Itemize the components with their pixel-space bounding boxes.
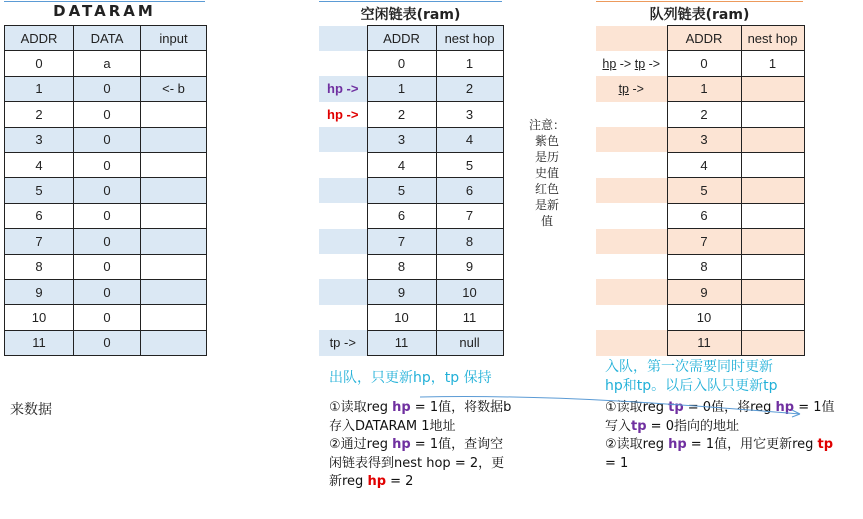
dataram-cell: 1: [5, 76, 74, 101]
free-list-header-cell: ADDR: [367, 26, 436, 51]
free-list-row: [319, 254, 503, 279]
free-list-pointer-cell: [319, 152, 367, 177]
dataram-row: [5, 330, 207, 355]
color-legend-note: [522, 117, 572, 229]
free-list-pointer-cell: [319, 254, 367, 279]
dataram-cell: 0: [5, 51, 74, 76]
dataram-cell: <- b: [141, 76, 207, 101]
dataram-cell: 0: [74, 305, 141, 330]
free-list-cell: 7: [436, 203, 503, 228]
dataram-cell: a: [74, 51, 141, 76]
free-list-cell: 1: [367, 76, 436, 101]
dataram-cell: [141, 229, 207, 254]
dataram-cell: 2: [5, 102, 74, 127]
free-list-row: [319, 279, 503, 304]
queue-list-header-cell: ADDR: [667, 26, 741, 51]
free-list-table: [319, 25, 504, 356]
queue-arrow: ->: [616, 56, 635, 71]
queue-list-cell: 5: [667, 178, 741, 203]
queue-list-pointer-cell: [596, 51, 667, 76]
note-line: 是历: [534, 150, 559, 164]
free-list-pointer-cell: [319, 127, 367, 152]
dataram-cell: 6: [5, 203, 74, 228]
dataram-cell: [141, 254, 207, 279]
queue-list-cell: 0: [667, 51, 741, 76]
dataram-row: [5, 305, 207, 330]
queue-list-top-rule: [596, 1, 803, 2]
queue-list-cell: [741, 203, 804, 228]
dataram-cell: 0: [74, 76, 141, 101]
free-list-pointer-cell: [319, 305, 367, 330]
free-list-row: [319, 330, 503, 355]
free-list-pointer-cell: [319, 51, 367, 76]
free-list-cell: 4: [436, 127, 503, 152]
free-list-row: [319, 305, 503, 330]
queue-list-cell: [741, 102, 804, 127]
queue-list-table: [596, 25, 805, 356]
queue-list-cell: [741, 76, 804, 101]
free-list-cell: 2: [367, 102, 436, 127]
dataram-row: [5, 279, 207, 304]
queue-tp-pointer: tp: [634, 56, 646, 71]
free-list-cell: 5: [436, 152, 503, 177]
queue-list-cell: [741, 127, 804, 152]
queue-list-cell: 1: [741, 51, 804, 76]
free-list-cell: 1: [436, 51, 503, 76]
dataram-cell: [141, 305, 207, 330]
dataram-cell: 7: [5, 229, 74, 254]
free-list-body: [319, 26, 503, 356]
dataram-cell: 0: [74, 178, 141, 203]
free-list-cell: 0: [367, 51, 436, 76]
tp-pointer: tp ->: [329, 335, 356, 351]
queue-list-cell: [741, 279, 804, 304]
queue-list-row: [596, 127, 804, 152]
dataram-cell: [141, 51, 207, 76]
free-list-cell: 8: [436, 229, 503, 254]
dataram-cell: 0: [74, 330, 141, 355]
queue-list-cell: 11: [667, 330, 741, 355]
note-line: 是新: [534, 198, 559, 212]
queue-list-cell: [741, 229, 804, 254]
dataram-cell: 10: [5, 305, 74, 330]
dataram-row: [5, 51, 207, 76]
queue-list-row: [596, 330, 804, 355]
queue-list-row: [596, 203, 804, 228]
queue-list-row: [596, 229, 804, 254]
queue-list-pointer-cell: [596, 254, 667, 279]
queue-list-pointer-cell: [596, 178, 667, 203]
queue-list-cell: [741, 152, 804, 177]
free-list-cell: 3: [436, 102, 503, 127]
free-list-pointer-cell: [319, 229, 367, 254]
dataram-cell: [141, 152, 207, 177]
free-list-cell: 9: [436, 254, 503, 279]
note-line: 值: [540, 214, 553, 228]
queue-list-cell: 10: [667, 305, 741, 330]
queue-list-header-cell: nest hop: [741, 26, 804, 51]
dataram-cell: [141, 330, 207, 355]
dataram-cell: 5: [5, 178, 74, 203]
queue-list-pointer-cell: [596, 305, 667, 330]
free-list-row: [319, 76, 503, 101]
dataram-header-cell: DATA: [74, 26, 141, 51]
queue-list-cell: 3: [667, 127, 741, 152]
dataram-cell: 9: [5, 279, 74, 304]
dataram-cell: [141, 279, 207, 304]
queue-list-row: [596, 152, 804, 177]
enqueue-heading: 入队，第一次需要同时更新 hp和tp。以后入队只更新tp: [605, 359, 778, 394]
dataram-cell: 0: [74, 203, 141, 228]
queue-list-cell: [741, 178, 804, 203]
dataram-cell: 11: [5, 330, 74, 355]
dataram-row: [5, 203, 207, 228]
hp-new-pointer: hp ->: [327, 106, 359, 122]
dataram-cell: [141, 127, 207, 152]
dataram-row: [5, 229, 207, 254]
queue-list-row: [596, 305, 804, 330]
queue-list-pointer-cell: [596, 127, 667, 152]
free-list-row: [319, 229, 503, 254]
dataram-row: [5, 102, 207, 127]
free-list-cell: null: [436, 330, 503, 355]
queue-list-cell: 1: [667, 76, 741, 101]
queue-arrow: ->: [645, 56, 661, 71]
dataram-cell: [141, 102, 207, 127]
note-line: 史值: [534, 166, 559, 180]
queue-list-cell: 2: [667, 102, 741, 127]
free-list-header-cell: nest hop: [436, 26, 503, 51]
free-list-row: [319, 102, 503, 127]
free-list-cell: 8: [367, 254, 436, 279]
free-list-cell: 5: [367, 178, 436, 203]
free-list-title: 空闲链表(ram): [360, 7, 461, 23]
dataram-row: [5, 76, 207, 101]
queue-list-title: 队列链表(ram): [649, 7, 750, 23]
dataram-cell: [141, 203, 207, 228]
free-list-label-cell: [319, 26, 367, 51]
note-line: 紫色: [534, 134, 559, 148]
dequeue-steps: ①读取reg hp = 1值，将数据b 存入DATARAM 1地址 ②通过reg hp = 1值，查询空 闲链表得到nest hop = 2，更 新reg hp = 2: [329, 400, 512, 489]
enqueue-steps: ①读取reg tp = 0值，将reg hp = 1值 写入tp = 0指向的地址 ②读取reg hp = 1值，用它更新reg tp = 1: [605, 400, 835, 471]
free-list-pointer-cell: [319, 330, 367, 355]
queue-list-label-cell: [596, 26, 667, 51]
dataram-body: [5, 26, 207, 356]
queue-list-row: [596, 279, 804, 304]
queue-list-cell: 4: [667, 152, 741, 177]
free-list-header-row: [319, 26, 503, 51]
dataram-row: [5, 152, 207, 177]
free-list-cell: 11: [436, 305, 503, 330]
queue-list-cell: 7: [667, 229, 741, 254]
free-list-cell: 2: [436, 76, 503, 101]
dataram-row: [5, 254, 207, 279]
free-list-row: [319, 152, 503, 177]
free-list-pointer-cell: [319, 102, 367, 127]
dataram-header-cell: input: [141, 26, 207, 51]
dataram-row: [5, 127, 207, 152]
dataram-table: [4, 25, 207, 356]
free-list-cell: 3: [367, 127, 436, 152]
dataram-cell: 0: [74, 102, 141, 127]
queue-list-row: [596, 76, 804, 101]
free-list-cell: 6: [436, 178, 503, 203]
queue-tp-new-pointer: tp: [618, 81, 629, 96]
queue-list-pointer-cell: [596, 330, 667, 355]
queue-list-row: [596, 51, 804, 76]
note-line: 红色: [534, 182, 559, 196]
queue-arrow: ->: [629, 81, 644, 96]
queue-list-pointer-cell: [596, 203, 667, 228]
queue-hp-pointer: hp: [602, 56, 617, 71]
queue-list-body: [596, 26, 804, 356]
hp-old-pointer: hp ->: [327, 81, 359, 97]
queue-list-cell: [741, 330, 804, 355]
note-line: 注意：: [528, 118, 565, 132]
free-list-pointer-cell: [319, 203, 367, 228]
dataram-cell: 8: [5, 254, 74, 279]
queue-list-pointer-cell: [596, 229, 667, 254]
queue-list-row: [596, 178, 804, 203]
free-list-cell: 11: [367, 330, 436, 355]
dataram-header-cell: ADDR: [5, 26, 74, 51]
dataram-cell: 0: [74, 229, 141, 254]
free-list-cell: 7: [367, 229, 436, 254]
free-list-row: [319, 178, 503, 203]
free-list-cell: 6: [367, 203, 436, 228]
queue-list-header-row: [596, 26, 804, 51]
queue-list-row: [596, 102, 804, 127]
free-list-row: [319, 203, 503, 228]
queue-list-cell: 8: [667, 254, 741, 279]
dataram-cell: [141, 178, 207, 203]
free-list-row: [319, 127, 503, 152]
dataram-cell: 4: [5, 152, 74, 177]
queue-list-cell: [741, 305, 804, 330]
queue-list-cell: [741, 254, 804, 279]
incoming-data-caption: 来数据: [10, 402, 52, 418]
free-list-cell: 4: [367, 152, 436, 177]
queue-list-pointer-cell: [596, 102, 667, 127]
dequeue-heading: 出队，只更新hp，tp 保持: [329, 370, 492, 386]
queue-list-pointer-cell: [596, 279, 667, 304]
dataram-cell: 0: [74, 127, 141, 152]
free-list-pointer-cell: [319, 76, 367, 101]
queue-list-row: [596, 254, 804, 279]
dataram-cell: 0: [74, 152, 141, 177]
free-list-row: [319, 51, 503, 76]
free-list-pointer-cell: [319, 279, 367, 304]
free-list-cell: 9: [367, 279, 436, 304]
dataram-header-row: [5, 26, 207, 51]
queue-list-pointer-cell: [596, 152, 667, 177]
dataram-row: [5, 178, 207, 203]
dataram-cell: 0: [74, 254, 141, 279]
queue-list-pointer-cell: [596, 76, 667, 101]
queue-list-cell: 9: [667, 279, 741, 304]
free-list-cell: 10: [436, 279, 503, 304]
free-list-cell: 10: [367, 305, 436, 330]
free-list-top-rule: [319, 1, 502, 2]
dataram-cell: 0: [74, 279, 141, 304]
dataram-title: DATARAM: [53, 2, 156, 20]
queue-list-cell: 6: [667, 203, 741, 228]
dataram-cell: 3: [5, 127, 74, 152]
free-list-pointer-cell: [319, 178, 367, 203]
